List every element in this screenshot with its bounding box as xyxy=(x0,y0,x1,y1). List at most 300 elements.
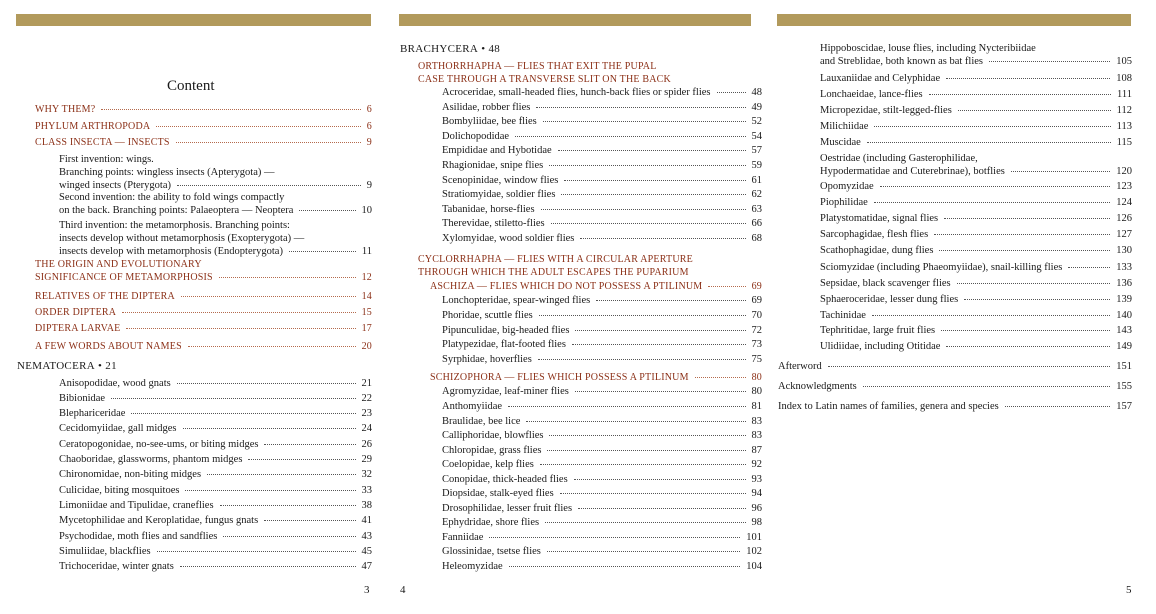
entry-text: winged insects (Pterygota) xyxy=(59,180,171,191)
entry-text: Blephariceridae xyxy=(59,408,126,419)
dot-leader xyxy=(558,150,746,151)
dot-leader xyxy=(299,210,355,211)
family-entry xyxy=(442,203,762,216)
dot-leader xyxy=(541,209,746,210)
entry-page: 69 xyxy=(751,281,762,292)
entry-text: Chironomidae, non-biting midges xyxy=(59,469,202,480)
entry-text: Cecidomyiidae, gall midges xyxy=(59,423,177,434)
family-entry xyxy=(820,309,1132,322)
family-entry xyxy=(59,560,372,573)
dot-leader xyxy=(874,126,1110,127)
entry-last-line xyxy=(820,165,1132,178)
family-entry xyxy=(442,159,762,172)
entry-page: 80 xyxy=(751,372,762,383)
dot-leader xyxy=(939,250,1110,251)
entry-page: 98 xyxy=(751,517,762,528)
family-entry xyxy=(820,88,1132,101)
back-matter-entry xyxy=(778,360,1132,373)
dot-leader xyxy=(929,94,1111,95)
entry-line: insects develop without metamorphosis (Exopterygota) — xyxy=(59,233,305,244)
entry-text: Therevidae, stiletto-flies xyxy=(442,218,545,229)
entry-page: 47 xyxy=(361,561,372,572)
dot-leader xyxy=(180,566,356,567)
family-entry xyxy=(820,196,1132,209)
family-entry xyxy=(442,385,762,398)
dot-leader xyxy=(489,537,740,538)
entry-line: Third invention: the metamorphosis. Branching points: xyxy=(59,220,290,231)
entry-text: Chloropidae, grass flies xyxy=(442,445,542,456)
section-bullet: • xyxy=(481,43,486,55)
family-entry xyxy=(59,545,372,558)
family-entry xyxy=(442,560,762,573)
dot-leader xyxy=(564,180,745,181)
entry-text: SCHIZOPHORA — FLIES WHICH POSSESS A PTILINUM xyxy=(430,372,689,383)
family-entry xyxy=(442,144,762,157)
family-entry xyxy=(59,468,372,481)
dot-leader xyxy=(545,522,745,523)
entry-page: 72 xyxy=(751,325,762,336)
dot-leader xyxy=(551,223,746,224)
family-entry xyxy=(820,120,1132,133)
family-entry xyxy=(820,324,1132,337)
entry-page: 57 xyxy=(751,145,762,156)
family-entry xyxy=(59,392,372,405)
entry-text: Dolichopodidae xyxy=(442,131,510,142)
dot-leader xyxy=(957,283,1111,284)
entry-text: Anisopodidae, wood gnats xyxy=(59,378,171,389)
entry-page: 15 xyxy=(361,307,372,318)
entry-page: 49 xyxy=(751,102,762,113)
entry-page: 92 xyxy=(751,459,762,470)
entry-page: 111 xyxy=(1117,89,1132,100)
entry-page: 112 xyxy=(1116,105,1132,116)
entry-text: Tachinidae xyxy=(820,310,866,321)
dot-leader xyxy=(549,435,745,436)
entry-page: 69 xyxy=(751,295,762,306)
entry-text: Milichiidae xyxy=(820,121,869,132)
entry-last-line xyxy=(35,271,372,284)
dot-leader xyxy=(181,296,356,297)
family-entry xyxy=(820,136,1132,149)
entry-page: 136 xyxy=(1116,278,1132,289)
dot-leader xyxy=(596,300,745,301)
entry-page: 26 xyxy=(361,439,372,450)
entry-text: WHY THEM? xyxy=(35,104,96,115)
dot-leader xyxy=(264,520,355,521)
dot-leader xyxy=(538,359,746,360)
entry-text: Stratiomyidae, soldier flies xyxy=(442,189,556,200)
entry-text: CLASS INSECTA — INSECTS xyxy=(35,137,170,148)
family-entry xyxy=(820,261,1132,274)
entry-text: Index to Latin names of families, genera and species xyxy=(778,401,999,412)
entry-text: DIPTERA LARVAE xyxy=(35,323,121,334)
entry-page: 38 xyxy=(361,500,372,511)
entry-text: Sphaeroceridae, lesser dung flies xyxy=(820,294,959,305)
family-entry xyxy=(442,415,762,428)
family-entry xyxy=(442,130,762,143)
entry-page: 83 xyxy=(751,430,762,441)
family-entry xyxy=(820,212,1132,225)
entry-text: Tabanidae, horse-flies xyxy=(442,204,535,215)
back-matter-entry xyxy=(778,380,1132,393)
page-5 xyxy=(752,0,1156,614)
toc-entry xyxy=(59,219,372,258)
entry-page: 33 xyxy=(361,485,372,496)
dot-leader xyxy=(543,121,746,122)
dot-leader xyxy=(547,450,745,451)
entry-text: Micropezidae, stilt-legged-flies xyxy=(820,105,952,116)
entry-line: First invention: wings. xyxy=(59,154,154,165)
dot-leader xyxy=(828,366,1111,367)
entry-text: Drosophilidae, lesser fruit flies xyxy=(442,503,573,514)
entry-page: 11 xyxy=(361,246,372,257)
entry-line: Second invention: the ability to fold wings compactly xyxy=(59,192,285,203)
dot-leader xyxy=(540,464,746,465)
family-entry xyxy=(442,531,762,544)
dot-leader xyxy=(101,109,360,110)
dot-leader xyxy=(547,551,740,552)
dot-leader xyxy=(177,383,356,384)
dot-leader xyxy=(157,551,356,552)
entry-page: 81 xyxy=(751,401,762,412)
dot-leader xyxy=(111,398,355,399)
family-entry xyxy=(442,86,762,99)
entry-text: Sepsidae, black scavenger flies xyxy=(820,278,951,289)
entry-text: Simuliidae, blackflies xyxy=(59,546,151,557)
entry-page: 115 xyxy=(1116,137,1132,148)
dot-leader xyxy=(874,202,1110,203)
family-entry xyxy=(442,545,762,558)
entry-page: 143 xyxy=(1116,325,1132,336)
dot-leader xyxy=(219,277,356,278)
entry-line: CYCLORRHAPHA — FLIES WITH A CIRCULAR APERTURE xyxy=(418,254,693,265)
family-entry xyxy=(442,444,762,457)
family-entry xyxy=(442,217,762,230)
family-entry xyxy=(59,438,372,451)
dot-leader xyxy=(863,386,1111,387)
family-entry xyxy=(442,174,762,187)
family-entry xyxy=(820,42,1132,68)
dot-leader xyxy=(578,508,745,509)
entry-page: 93 xyxy=(751,474,762,485)
header-bar xyxy=(16,14,371,26)
toc-entry xyxy=(59,153,372,192)
toc-entry xyxy=(35,290,372,303)
dot-leader xyxy=(185,490,355,491)
family-entry xyxy=(442,309,762,322)
dot-leader xyxy=(508,406,745,407)
entry-text: A FEW WORDS ABOUT NAMES xyxy=(35,341,182,352)
page-number: 4 xyxy=(400,584,406,596)
dot-leader xyxy=(515,136,745,137)
entry-text: Coelopidae, kelp flies xyxy=(442,459,534,470)
entry-text: Lonchopteridae, spear-winged flies xyxy=(442,295,591,306)
entry-text: Limoniidae and Tipulidae, craneflies xyxy=(59,500,214,511)
entry-page: 105 xyxy=(1116,56,1132,67)
entry-page: 130 xyxy=(1116,245,1132,256)
dot-leader xyxy=(958,110,1111,111)
entry-text: Braulidae, bee lice xyxy=(442,416,521,427)
back-matter-entry xyxy=(778,400,1132,413)
entry-page: 94 xyxy=(751,488,762,499)
page-number: 5 xyxy=(1126,584,1132,596)
entry-page: 87 xyxy=(751,445,762,456)
entry-text: RELATIVES OF THE DIPTERA xyxy=(35,291,175,302)
dot-leader xyxy=(572,344,746,345)
section-heading-nematocera xyxy=(17,360,117,373)
entry-page: 32 xyxy=(361,469,372,480)
entry-text: Tephritidae, large fruit flies xyxy=(820,325,936,336)
section-page: 21 xyxy=(105,360,117,372)
entry-text: Sciomyzidae (including Phaeomyiidae), snail-killing flies xyxy=(820,262,1063,273)
entry-text: Ephydridae, shore flies xyxy=(442,517,540,528)
family-entry xyxy=(820,228,1132,241)
entry-text: THROUGH WHICH THE ADULT ESCAPES THE PUPARIUM xyxy=(418,267,689,278)
section-page: 48 xyxy=(488,43,501,55)
entry-text: Conopidae, thick-headed flies xyxy=(442,474,568,485)
dot-leader xyxy=(880,186,1111,187)
dot-leader xyxy=(289,251,356,252)
entry-page: 108 xyxy=(1116,73,1132,84)
entry-page: 140 xyxy=(1116,310,1132,321)
page-number: 3 xyxy=(364,584,370,596)
entry-text: Asilidae, robber flies xyxy=(442,102,531,113)
family-entry xyxy=(820,180,1132,193)
header-bar xyxy=(399,14,751,26)
entry-page: 155 xyxy=(1116,381,1132,392)
entry-page: 102 xyxy=(746,546,762,557)
entry-text: Pipunculidae, big-headed flies xyxy=(442,325,570,336)
dot-leader xyxy=(1011,171,1110,172)
toc-entry xyxy=(35,136,372,149)
family-entry xyxy=(820,340,1132,353)
entry-text: Scenopinidae, window flies xyxy=(442,175,559,186)
entry-text: Lonchaeidae, lance-flies xyxy=(820,89,923,100)
family-entry xyxy=(820,277,1132,290)
entry-page: 151 xyxy=(1116,361,1132,372)
toc-entry xyxy=(59,191,372,217)
entry-text: Heleomyzidae xyxy=(442,561,503,572)
dot-leader xyxy=(176,142,361,143)
entry-text: Ceratopogonidae, no-see-ums, or biting midges xyxy=(59,439,259,450)
toc-entry xyxy=(35,306,372,319)
entry-text: Platystomatidae, signal flies xyxy=(820,213,939,224)
entry-text: Calliphoridae, blowflies xyxy=(442,430,544,441)
toc-entry xyxy=(35,322,372,335)
entry-text: Piophilidae xyxy=(820,197,868,208)
dot-leader xyxy=(156,126,360,127)
entry-text: Phoridae, scuttle flies xyxy=(442,310,533,321)
family-entry xyxy=(442,115,762,128)
header-bar xyxy=(777,14,1131,26)
family-entry xyxy=(442,473,762,486)
entry-text: Ulidiidae, including Otitidae xyxy=(820,341,941,352)
entry-page: 157 xyxy=(1116,401,1132,412)
entry-page: 80 xyxy=(751,386,762,397)
entry-last-line xyxy=(59,204,372,217)
entry-text: Lauxaniidae and Celyphidae xyxy=(820,73,941,84)
entry-text: and Streblidae, both known as bat flies xyxy=(820,56,984,67)
entry-text: Syrphidae, hoverflies xyxy=(442,354,532,365)
entry-text: Agromyzidae, leaf-miner flies xyxy=(442,386,569,397)
entry-page: 54 xyxy=(751,131,762,142)
entry-text: Glossinidae, tsetse flies xyxy=(442,546,541,557)
entry-page: 41 xyxy=(361,515,372,526)
entry-page: 43 xyxy=(361,531,372,542)
dot-leader xyxy=(941,330,1110,331)
entry-text: Culicidae, biting mosquitoes xyxy=(59,485,180,496)
family-entry xyxy=(59,407,372,420)
entry-last-line xyxy=(820,55,1132,68)
dot-leader xyxy=(248,459,355,460)
entry-page: 126 xyxy=(1116,213,1132,224)
entry-page: 52 xyxy=(751,116,762,127)
entry-page: 139 xyxy=(1116,294,1132,305)
family-entry xyxy=(59,422,372,435)
entry-text: Hypodermatidae and Cuterebrinae), botflies xyxy=(820,166,1005,177)
entry-last-line xyxy=(418,73,748,86)
entry-page: 96 xyxy=(751,503,762,514)
dot-leader xyxy=(220,505,356,506)
family-entry xyxy=(442,101,762,114)
section-bullet: • xyxy=(98,360,103,372)
entry-page: 14 xyxy=(361,291,372,302)
family-entry xyxy=(59,530,372,543)
entry-page: 149 xyxy=(1116,341,1132,352)
dot-leader xyxy=(575,330,745,331)
entry-page: 127 xyxy=(1116,229,1132,240)
family-entry xyxy=(59,453,372,466)
entry-page: 123 xyxy=(1116,181,1132,192)
entry-page: 17 xyxy=(361,323,372,334)
entry-page: 21 xyxy=(361,378,372,389)
family-entry xyxy=(820,72,1132,85)
entry-text: Fanniidae xyxy=(442,532,484,543)
dot-leader xyxy=(536,107,745,108)
dot-leader xyxy=(264,444,355,445)
dot-leader xyxy=(574,479,746,480)
dot-leader xyxy=(526,421,745,422)
entry-text: on the back. Branching points: Palaeoptera — Neoptera xyxy=(59,205,294,216)
dot-leader xyxy=(717,92,746,93)
dot-leader xyxy=(964,299,1110,300)
dot-leader xyxy=(1068,267,1110,268)
family-entry xyxy=(442,232,762,245)
family-entry xyxy=(442,429,762,442)
entry-page: 6 xyxy=(366,104,372,115)
dot-leader xyxy=(126,328,355,329)
family-entry xyxy=(820,104,1132,117)
entry-page: 61 xyxy=(751,175,762,186)
family-entry xyxy=(442,458,762,471)
dot-leader xyxy=(177,185,361,186)
entry-text: insects develop with metamorphosis (Endopterygota) xyxy=(59,246,283,257)
entry-text: Sarcophagidae, flesh flies xyxy=(820,229,929,240)
entry-page: 24 xyxy=(361,423,372,434)
entry-text: Anthomyiidae xyxy=(442,401,503,412)
entry-page: 48 xyxy=(751,87,762,98)
dot-leader xyxy=(549,165,745,166)
entry-page: 120 xyxy=(1116,166,1132,177)
entry-page: 6 xyxy=(366,121,372,132)
entry-text: ORDER DIPTERA xyxy=(35,307,117,318)
entry-line: Oestridae (including Gasterophilidae, xyxy=(820,153,978,164)
dot-leader xyxy=(872,315,1110,316)
dot-leader xyxy=(560,493,746,494)
entry-page: 9 xyxy=(366,137,372,148)
entry-text: Acroceridae, small-headed flies, hunch-back flies or spider flies xyxy=(442,87,711,98)
section-heading-brachycera xyxy=(400,43,500,56)
dot-leader xyxy=(223,536,355,537)
entry-line: ORTHORRHAPHA — FLIES THAT EXIT THE PUPAL xyxy=(418,61,657,72)
dot-leader xyxy=(708,286,745,287)
family-entry xyxy=(442,294,762,307)
entry-page: 113 xyxy=(1116,121,1132,132)
dot-leader xyxy=(946,78,1110,79)
family-entry xyxy=(442,188,762,201)
entry-page: 83 xyxy=(751,416,762,427)
family-entry xyxy=(820,244,1132,257)
dot-leader xyxy=(575,391,746,392)
section-name: BRACHYCERA xyxy=(400,43,479,55)
section-name: NEMATOCERA xyxy=(17,360,95,372)
dot-leader xyxy=(183,428,356,429)
dot-leader xyxy=(1005,406,1111,407)
entry-page: 20 xyxy=(361,341,372,352)
subgroup-heading-schizophora xyxy=(430,371,762,384)
family-entry xyxy=(59,377,372,390)
toc-entry xyxy=(35,340,372,353)
family-entry xyxy=(442,516,762,529)
entry-line: Hippoboscidae, louse flies, including Nycteribiidae xyxy=(820,43,1036,54)
entry-text: PHYLUM ARTHROPODA xyxy=(35,121,151,132)
entry-text: Xylomyidae, wood soldier flies xyxy=(442,233,575,244)
family-entry xyxy=(442,338,762,351)
dot-leader xyxy=(539,315,746,316)
entry-last-line xyxy=(59,245,372,258)
dot-leader xyxy=(122,312,355,313)
entry-page: 10 xyxy=(361,205,372,216)
family-entry xyxy=(59,499,372,512)
entry-page: 9 xyxy=(366,180,372,191)
entry-text: ASCHIZA — FLIES WHICH DO NOT POSSESS A PTILINUM xyxy=(430,281,703,292)
entry-text: Chaoboridae, glassworms, phantom midges xyxy=(59,454,243,465)
entry-text: Acknowledgments xyxy=(778,381,857,392)
entry-text: Scathophagidae, dung flies xyxy=(820,245,934,256)
dot-leader xyxy=(946,346,1110,347)
dot-leader xyxy=(934,234,1110,235)
page-3 xyxy=(0,0,386,614)
family-entry xyxy=(820,293,1132,306)
dot-leader xyxy=(867,142,1111,143)
family-entry xyxy=(442,502,762,515)
entry-text: SIGNIFICANCE OF METAMORPHOSIS xyxy=(35,272,213,283)
page-4 xyxy=(386,0,762,614)
entry-page: 124 xyxy=(1116,197,1132,208)
entry-page: 22 xyxy=(361,393,372,404)
contents-title: Content xyxy=(167,78,215,94)
entry-line: Branching points: wingless insects (Apterygota) — xyxy=(59,167,275,178)
dot-leader xyxy=(131,413,355,414)
subgroup-heading-aschiza xyxy=(430,280,762,293)
entry-page: 104 xyxy=(746,561,762,572)
entry-last-line xyxy=(418,266,748,279)
entry-page: 75 xyxy=(751,354,762,365)
toc-entry xyxy=(35,258,372,284)
dot-leader xyxy=(944,218,1110,219)
entry-page: 70 xyxy=(751,310,762,321)
dot-leader xyxy=(989,61,1110,62)
